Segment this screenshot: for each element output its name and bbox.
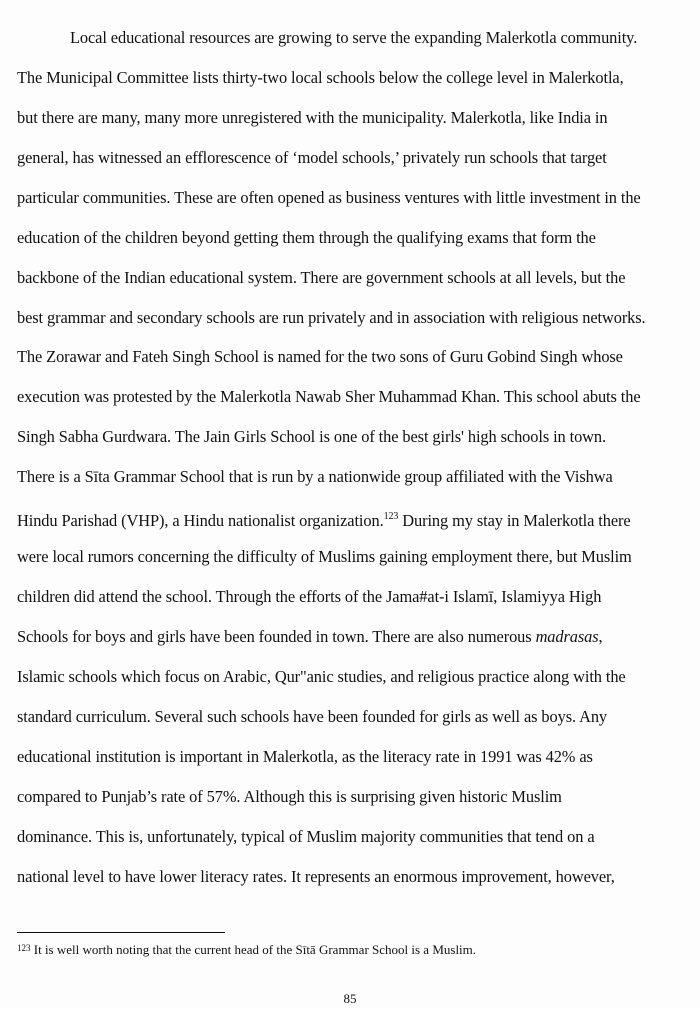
body-text: Schools for boys and girls have been founded in town. There are also numerous: [17, 627, 536, 646]
footnote-separator: [17, 932, 225, 933]
body-line: dominance. This is, unfortunately, typical of Muslim majority communities that tend on a: [17, 827, 595, 846]
footnote-reference[interactable]: 123: [383, 511, 399, 522]
body-line: backbone of the Indian educational system. There are government schools at all levels, but the: [17, 268, 626, 287]
footnote-number: 123: [17, 943, 31, 953]
body-line: Singh Sabha Gurdwara. The Jain Girls School is one of the best girls' high schools in town.: [17, 427, 607, 446]
body-line: The Zorawar and Fateh Singh School is named for the two sons of Guru Gobind Singh whose: [17, 347, 623, 366]
body-line: educational institution is important in Malerkotla, as the literacy rate in 1991 was 42% as: [17, 747, 593, 766]
body-text: Hindu Parishad (VHP), a Hindu nationalist organization.: [17, 511, 384, 530]
body-line: compared to Punjab’s rate of 57%. Although this is surprising given historic Muslim: [17, 787, 562, 806]
page-number: 85: [343, 991, 357, 1006]
footnote: [17, 942, 476, 958]
body-line: but there are many, many more unregistered with the municipality. Malerkotla, like India in: [17, 108, 608, 127]
body-line: children did attend the school. Through the efforts of the Jama#at-i Islamī, Islamiyya High: [17, 587, 602, 606]
body-line: execution was protested by the Malerkotla Nawab Sher Muhammad Khan. This school abuts the: [17, 387, 641, 406]
body-line: best grammar and secondary schools are run privately and in association with religious networks.: [17, 308, 646, 327]
body-line: [17, 627, 603, 647]
body-line: national level to have lower literacy rates. It represents an enormous improvement, however,: [17, 867, 615, 886]
body-line: There is a Sīta Grammar School that is run by a nationwide group affiliated with the Vishwa: [17, 467, 613, 486]
body-line: The Municipal Committee lists thirty-two local schools below the college level in Malerkotla,: [17, 68, 624, 87]
body-line: [17, 507, 631, 531]
body-text: ,: [598, 627, 603, 646]
body-line: standard curriculum. Several such schools have been founded for girls as well as boys. Any: [17, 707, 608, 726]
body-line: Local educational resources are growing to serve the expanding Malerkotla community.: [70, 28, 638, 47]
body-line: education of the children beyond getting them through the qualifying exams that form the: [17, 228, 596, 247]
body-line: particular communities. These are often opened as business ventures with little investment in the: [17, 188, 641, 207]
footnote-text: It is well worth noting that the current head of the Sītā Grammar School is a Muslim.: [30, 942, 477, 957]
body-line: were local rumors concerning the difficulty of Muslims gaining employment there, but Muslim: [17, 547, 632, 566]
body-line: Islamic schools which focus on Arabic, Qur"anic studies, and religious practice along with the: [17, 667, 626, 686]
body-line: general, has witnessed an efflorescence of ‘model schools,’ privately run schools that target: [17, 148, 607, 167]
italic-term: madrasas: [535, 627, 599, 646]
body-text: During my stay in Malerkotla there: [398, 511, 631, 530]
